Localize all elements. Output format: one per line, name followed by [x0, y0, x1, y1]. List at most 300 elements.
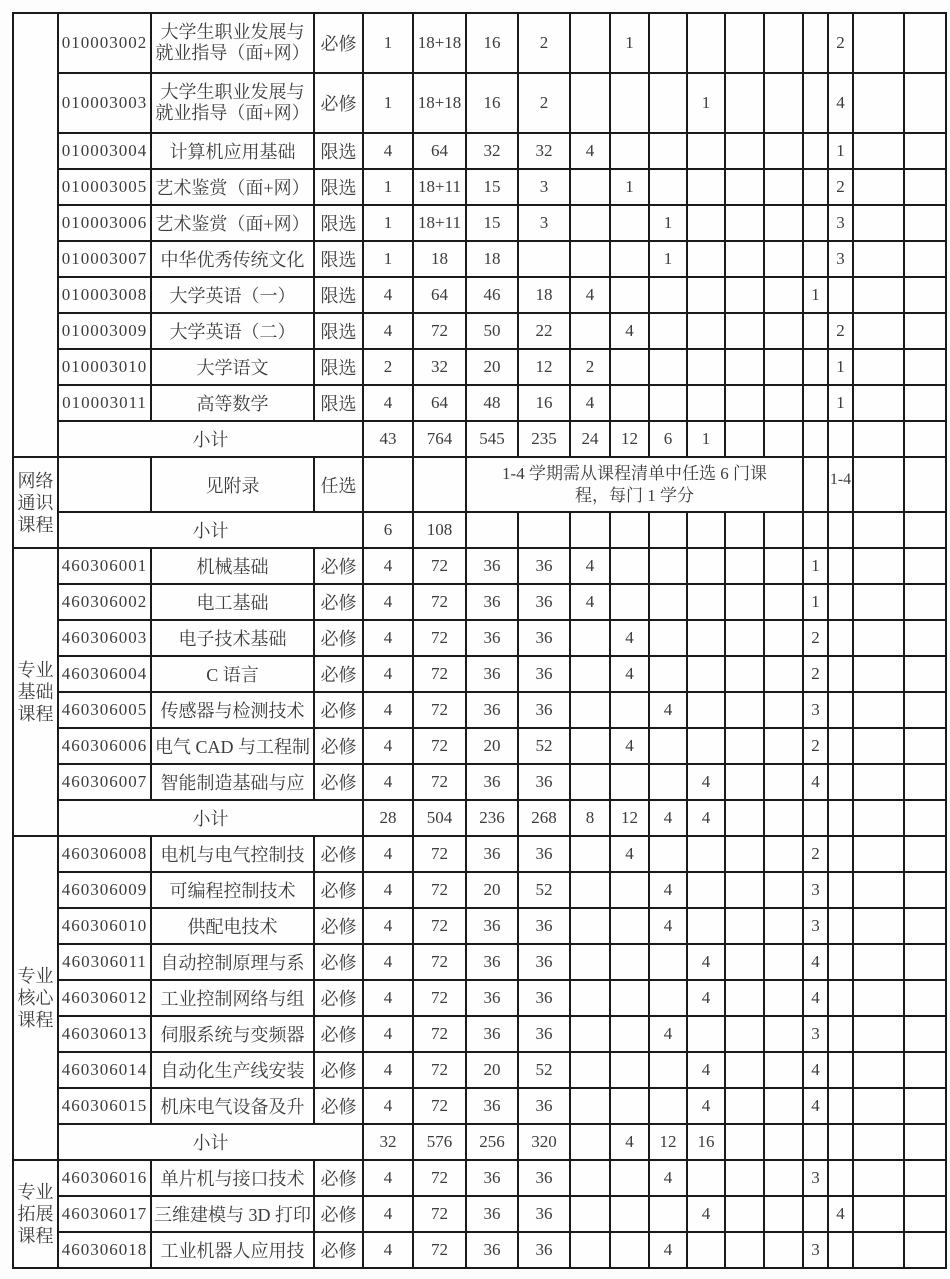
cell-sem-5	[725, 512, 764, 548]
cell-sem-6	[764, 133, 803, 169]
cell-course-code: 460306009	[58, 872, 151, 908]
cell-extra-1	[853, 1160, 904, 1196]
cell-course-name: 自动化生产线安装	[151, 1052, 314, 1088]
table-row	[13, 205, 946, 241]
cell-sem-1	[570, 169, 610, 205]
cell-course-name: 计算机应用基础	[151, 133, 314, 169]
cell-credits: 4	[363, 385, 413, 421]
cell-extra-2	[904, 548, 946, 584]
cell-sem-3	[649, 1088, 687, 1124]
cell-total-hours: 576	[413, 1124, 466, 1160]
cell-sem-4	[687, 1160, 725, 1196]
cell-extra-2	[904, 1232, 946, 1268]
cell-course-nature: 限选	[314, 385, 363, 421]
cell-total-hours: 72	[413, 1232, 466, 1268]
cell-credits: 4	[363, 656, 413, 692]
cell-credits: 4	[363, 728, 413, 764]
cell-practice-hours: 36	[518, 1196, 570, 1232]
cell-extra-1	[853, 512, 904, 548]
cell-check-semester	[828, 620, 853, 656]
cell-sem-4: 4	[687, 944, 725, 980]
cell-sem-4: 16	[687, 1124, 725, 1160]
cell-sem-6	[764, 205, 803, 241]
cell-course-nature: 必修	[314, 944, 363, 980]
cell-sem-3: 4	[649, 908, 687, 944]
cell-theory-hours: 36	[466, 908, 518, 944]
cell-sem-1	[570, 1196, 610, 1232]
cell-sem-3	[649, 385, 687, 421]
cell-sem-5	[725, 1052, 764, 1088]
cell-exam-semester: 4	[803, 980, 828, 1016]
cell-practice-hours	[518, 241, 570, 277]
cell-practice-hours: 36	[518, 584, 570, 620]
cell-course-nature: 必修	[314, 1160, 363, 1196]
cell-check-semester	[828, 728, 853, 764]
cell-exam-semester	[803, 133, 828, 169]
cell-sem-5	[725, 764, 764, 800]
cell-course-name: 可编程控制技术	[151, 872, 314, 908]
cell-extra-2	[904, 133, 946, 169]
category-label-line: 网络	[17, 470, 54, 491]
cell-extra-1	[853, 1232, 904, 1268]
cell-sem-5	[725, 1160, 764, 1196]
cell-course-name: 工业控制网络与组	[151, 980, 314, 1016]
cell-sem-3: 4	[649, 1016, 687, 1052]
cell-sem-4: 1	[687, 73, 725, 133]
cell-practice-hours: 36	[518, 692, 570, 728]
cell-sem-5	[725, 313, 764, 349]
cell-check-semester: 2	[828, 169, 853, 205]
cell-sem-5	[725, 1088, 764, 1124]
table-row	[13, 836, 946, 872]
cell-total-hours: 64	[413, 133, 466, 169]
cell-sem-4: 4	[687, 764, 725, 800]
table-row	[13, 908, 946, 944]
table-row	[13, 133, 946, 169]
cell-exam-semester	[803, 169, 828, 205]
cell-check-semester	[828, 1088, 853, 1124]
cell-extra-2	[904, 620, 946, 656]
cell-sem-5	[725, 1016, 764, 1052]
cell-sem-6	[764, 908, 803, 944]
cell-exam-semester: 3	[803, 1160, 828, 1196]
cell-course-code: 460306015	[58, 1088, 151, 1124]
cell-sem-5	[725, 385, 764, 421]
cell-sem-1	[570, 908, 610, 944]
cell-sem-5	[725, 1124, 764, 1160]
cell-sem-2	[610, 1232, 649, 1268]
cell-sem-3: 4	[649, 1232, 687, 1268]
cell-sem-4	[687, 548, 725, 584]
cell-extra-1	[853, 800, 904, 836]
table-row	[13, 1232, 946, 1268]
cell-theory-hours: 36	[466, 1016, 518, 1052]
cell-total-hours: 18+11	[413, 205, 466, 241]
cell-credits: 1	[363, 241, 413, 277]
cell-extra-2	[904, 169, 946, 205]
cell-sem-5	[725, 620, 764, 656]
cell-total-hours: 72	[413, 944, 466, 980]
cell-course-name: 电机与电气控制技	[151, 836, 314, 872]
cell-exam-semester: 3	[803, 1016, 828, 1052]
cell-credits: 4	[363, 908, 413, 944]
cell-sem-6	[764, 620, 803, 656]
cell-sem-2	[610, 73, 649, 133]
cell-sem-3	[649, 1196, 687, 1232]
cell-extra-2	[904, 692, 946, 728]
cell-sem-5	[725, 13, 764, 73]
cell-check-semester	[828, 1052, 853, 1088]
cell-theory-hours: 15	[466, 169, 518, 205]
table-row	[13, 457, 946, 512]
cell-practice-hours: 22	[518, 313, 570, 349]
table-row	[13, 512, 946, 548]
cell-sem-6	[764, 872, 803, 908]
cell-extra-1	[853, 13, 904, 73]
course-name-line: 大学生职业发展与	[160, 82, 305, 102]
cell-course-name: 智能制造基础与应	[151, 764, 314, 800]
cell-sem-6	[764, 980, 803, 1016]
cell-course-code: 460306001	[58, 548, 151, 584]
cell-credits: 4	[363, 980, 413, 1016]
cell-sem-1	[570, 73, 610, 133]
table-row	[13, 656, 946, 692]
cell-practice-hours: 16	[518, 385, 570, 421]
cell-course-code	[58, 457, 151, 512]
cell-sem-4	[687, 349, 725, 385]
cell-sem-1	[570, 205, 610, 241]
category-label-line: 课程	[17, 1010, 54, 1030]
cell-sem-2	[610, 764, 649, 800]
cell-sem-4	[687, 692, 725, 728]
cell-extra-2	[904, 1124, 946, 1160]
category-label-line: 专业	[17, 1182, 54, 1202]
cell-course-code: 010003007	[58, 241, 151, 277]
cell-exam-semester: 4	[803, 944, 828, 980]
cell-course-nature: 必修	[314, 656, 363, 692]
cell-sem-3	[649, 73, 687, 133]
cell-sem-2	[610, 1052, 649, 1088]
cell-sem-4	[687, 584, 725, 620]
cell-total-hours: 72	[413, 1088, 466, 1124]
cell-sem-4: 4	[687, 980, 725, 1016]
cell-theory-hours: 15	[466, 205, 518, 241]
table-row	[13, 313, 946, 349]
cell-sem-5	[725, 980, 764, 1016]
cell-course-nature: 必修	[314, 980, 363, 1016]
cell-sem-2: 1	[610, 169, 649, 205]
cell-sem-4: 4	[687, 1196, 725, 1232]
cell-course-name: 单片机与接口技术	[151, 1160, 314, 1196]
cell-sem-1	[570, 313, 610, 349]
cell-sem-4	[687, 133, 725, 169]
cell-exam-semester	[803, 800, 828, 836]
cell-sem-1	[570, 1052, 610, 1088]
cell-extra-2	[904, 13, 946, 73]
cell-extra-2	[904, 349, 946, 385]
cell-sem-6	[764, 73, 803, 133]
cell-sem-2: 4	[610, 1124, 649, 1160]
category-label-line: 拓展	[17, 1204, 54, 1224]
cell-extra-1	[853, 980, 904, 1016]
table-row	[13, 980, 946, 1016]
table-row	[13, 421, 946, 457]
cell-course-name: 大学英语（一）	[151, 277, 314, 313]
category-cell	[13, 1160, 58, 1268]
category-cell	[13, 548, 58, 836]
cell-exam-semester: 4	[803, 1052, 828, 1088]
cell-extra-1	[853, 1052, 904, 1088]
table-row	[13, 1196, 946, 1232]
cell-credits: 4	[363, 1160, 413, 1196]
cell-credits: 4	[363, 1016, 413, 1052]
cell-exam-semester	[803, 13, 828, 73]
cell-sem-2	[610, 692, 649, 728]
cell-exam-semester	[803, 1196, 828, 1232]
cell-total-hours: 72	[413, 980, 466, 1016]
table-row	[13, 169, 946, 205]
cell-extra-2	[904, 836, 946, 872]
cell-extra-2	[904, 980, 946, 1016]
cell-credits: 4	[363, 872, 413, 908]
cell-extra-1	[853, 836, 904, 872]
cell-course-code: 460306006	[58, 728, 151, 764]
table-row	[13, 241, 946, 277]
cell-practice-hours: 36	[518, 980, 570, 1016]
cell-sem-1	[570, 944, 610, 980]
cell-sem-6	[764, 241, 803, 277]
cell-exam-semester	[803, 385, 828, 421]
cell-course-nature: 必修	[314, 692, 363, 728]
cell-course-nature: 必修	[314, 728, 363, 764]
cell-sem-3	[649, 584, 687, 620]
cell-sem-6	[764, 385, 803, 421]
cell-sem-4	[687, 656, 725, 692]
cell-practice-hours: 3	[518, 205, 570, 241]
cell-check-semester	[828, 908, 853, 944]
cell-practice-hours: 52	[518, 1052, 570, 1088]
cell-theory-hours: 36	[466, 656, 518, 692]
cell-extra-2	[904, 277, 946, 313]
cell-extra-1	[853, 872, 904, 908]
cell-sem-4	[687, 169, 725, 205]
cell-sem-6	[764, 421, 803, 457]
cell-extra-2	[904, 313, 946, 349]
cell-check-semester	[828, 1160, 853, 1196]
cell-check-semester: 2	[828, 13, 853, 73]
cell-credits: 4	[363, 1052, 413, 1088]
cell-theory-hours: 20	[466, 1052, 518, 1088]
cell-sem-3	[649, 620, 687, 656]
cell-credits: 6	[363, 512, 413, 548]
cell-sem-6	[764, 277, 803, 313]
cell-check-semester	[828, 584, 853, 620]
cell-extra-1	[853, 421, 904, 457]
cell-sem-2: 4	[610, 728, 649, 764]
cell-exam-semester	[803, 205, 828, 241]
cell-course-code: 460306018	[58, 1232, 151, 1268]
cell-theory-hours: 36	[466, 764, 518, 800]
cell-check-semester	[828, 692, 853, 728]
cell-sem-5	[725, 241, 764, 277]
cell-extra-1	[853, 1196, 904, 1232]
check-semester-range-text: 1-4	[829, 471, 852, 488]
table-row	[13, 692, 946, 728]
cell-extra-1	[853, 205, 904, 241]
cell-sem-5	[725, 872, 764, 908]
cell-sem-5	[725, 836, 764, 872]
cell-course-name: 传感器与检测技术	[151, 692, 314, 728]
cell-extra-1	[853, 908, 904, 944]
cell-sem-6	[764, 13, 803, 73]
cell-sem-3: 1	[649, 205, 687, 241]
cell-sem-4	[687, 277, 725, 313]
course-name-line: 就业指导（面+网）	[155, 103, 310, 123]
cell-course-name: 见附录	[151, 457, 314, 512]
category-label-line: 课程	[17, 704, 54, 724]
cell-course-name: 电气 CAD 与工程制	[151, 728, 314, 764]
cell-sem-3	[649, 1052, 687, 1088]
cell-practice-hours: 12	[518, 349, 570, 385]
cell-credits: 1	[363, 13, 413, 73]
category-label-line: 课程	[17, 1226, 54, 1246]
cell-course-nature: 必修	[314, 836, 363, 872]
cell-total-hours: 64	[413, 277, 466, 313]
cell-sem-6	[764, 1016, 803, 1052]
cell-course-name: 电工基础	[151, 584, 314, 620]
cell-extra-2	[904, 584, 946, 620]
cell-practice-hours: 36	[518, 656, 570, 692]
cell-theory-hours: 36	[466, 620, 518, 656]
cell-extra-2	[904, 908, 946, 944]
cell-check-semester	[828, 548, 853, 584]
cell-sem-3: 12	[649, 1124, 687, 1160]
table-row	[13, 800, 946, 836]
cell-practice-hours: 320	[518, 1124, 570, 1160]
table-row	[13, 1124, 946, 1160]
cell-practice-hours	[518, 512, 570, 548]
cell-sem-4	[687, 908, 725, 944]
cell-extra-1	[853, 169, 904, 205]
cell-sem-5	[725, 73, 764, 133]
cell-exam-semester: 2	[803, 728, 828, 764]
cell-practice-hours: 235	[518, 421, 570, 457]
cell-extra-1	[853, 349, 904, 385]
cell-credits: 28	[363, 800, 413, 836]
cell-sem-5	[725, 692, 764, 728]
cell-sem-6	[764, 349, 803, 385]
cell-sem-3	[649, 313, 687, 349]
cell-check-semester: 1	[828, 349, 853, 385]
cell-exam-semester: 2	[803, 656, 828, 692]
cell-sem-2	[610, 133, 649, 169]
cell-extra-2	[904, 73, 946, 133]
cell-sem-3	[649, 169, 687, 205]
cell-extra-2	[904, 728, 946, 764]
cell-sem-6	[764, 728, 803, 764]
cell-extra-1	[853, 1016, 904, 1052]
cell-sem-5	[725, 277, 764, 313]
cell-practice-hours: 36	[518, 836, 570, 872]
cell-check-semester	[828, 1124, 853, 1160]
cell-sem-2	[610, 349, 649, 385]
cell-total-hours: 72	[413, 584, 466, 620]
table-row	[13, 1088, 946, 1124]
cell-theory-hours: 256	[466, 1124, 518, 1160]
cell-theory-hours: 36	[466, 1160, 518, 1196]
subtotal-label-cell: 小计	[58, 512, 363, 548]
cell-course-code: 460306016	[58, 1160, 151, 1196]
cell-credits: 4	[363, 1232, 413, 1268]
cell-total-hours: 72	[413, 692, 466, 728]
cell-extra-1	[853, 1124, 904, 1160]
cell-course-name: 艺术鉴赏（面+网）	[151, 169, 314, 205]
cell-extra-2	[904, 421, 946, 457]
table-row	[13, 548, 946, 584]
cell-total-hours: 18	[413, 241, 466, 277]
cell-course-nature: 必修	[314, 548, 363, 584]
cell-check-semester	[828, 980, 853, 1016]
cell-practice-hours: 18	[518, 277, 570, 313]
cell-course-code: 010003003	[58, 73, 151, 133]
cell-credits: 4	[363, 692, 413, 728]
cell-exam-semester	[803, 1124, 828, 1160]
cell-sem-6	[764, 1124, 803, 1160]
table-row	[13, 1052, 946, 1088]
cell-total-hours: 72	[413, 656, 466, 692]
cell-course-name: 大学语文	[151, 349, 314, 385]
cell-course-nature: 限选	[314, 169, 363, 205]
course-name-line: 就业指导（面+网）	[155, 43, 310, 63]
cell-credits: 4	[363, 548, 413, 584]
cell-sem-6	[764, 313, 803, 349]
cell-extra-2	[904, 800, 946, 836]
cell-course-name: 高等数学	[151, 385, 314, 421]
cell-check-semester: 3	[828, 241, 853, 277]
cell-exam-semester	[803, 421, 828, 457]
cell-course-nature: 限选	[314, 313, 363, 349]
cell-extra-2	[904, 944, 946, 980]
cell-total-hours: 764	[413, 421, 466, 457]
cell-sem-3: 4	[649, 692, 687, 728]
cell-theory-hours: 32	[466, 133, 518, 169]
cell-course-code: 460306002	[58, 584, 151, 620]
cell-credits	[363, 457, 413, 512]
cell-course-name: 电子技术基础	[151, 620, 314, 656]
course-name-line: 大学生职业发展与	[160, 22, 305, 42]
cell-course-nature: 必修	[314, 1232, 363, 1268]
cell-extra-1	[853, 241, 904, 277]
cell-theory-hours: 20	[466, 872, 518, 908]
cell-check-semester	[828, 421, 853, 457]
cell-check-semester	[828, 944, 853, 980]
cell-sem-2: 4	[610, 620, 649, 656]
cell-sem-3	[649, 980, 687, 1016]
elective-note-cell	[466, 457, 803, 512]
cell-exam-semester	[803, 313, 828, 349]
cell-total-hours: 32	[413, 349, 466, 385]
cell-sem-6	[764, 548, 803, 584]
cell-exam-semester: 4	[803, 1088, 828, 1124]
cell-sem-4	[687, 836, 725, 872]
cell-extra-2	[904, 1160, 946, 1196]
cell-total-hours: 72	[413, 908, 466, 944]
cell-sem-1	[570, 980, 610, 1016]
cell-course-name: C 语言	[151, 656, 314, 692]
cell-practice-hours: 52	[518, 872, 570, 908]
cell-course-nature: 必修	[314, 908, 363, 944]
category-cell	[13, 836, 58, 1160]
